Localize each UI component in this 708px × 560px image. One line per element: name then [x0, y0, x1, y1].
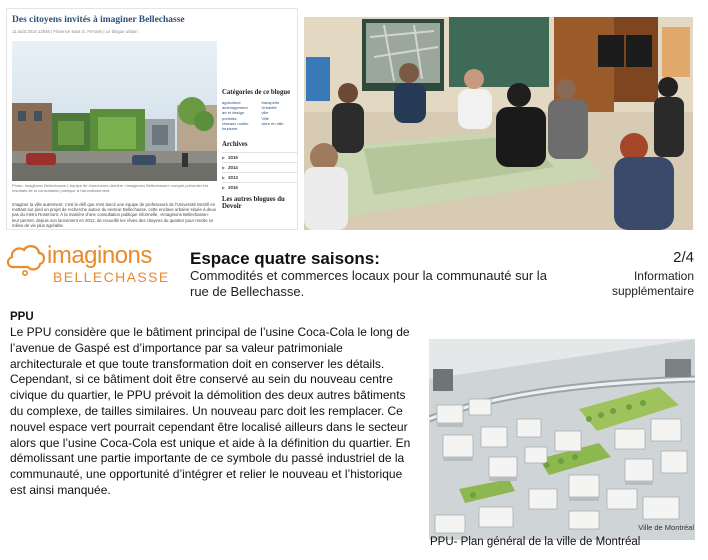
archive-year-item[interactable]	[222, 182, 297, 192]
logo-word-imaginons: imaginons	[47, 242, 152, 269]
category-link[interactable]: Ville	[261, 115, 269, 121]
meeting-photo	[304, 17, 693, 230]
archive-year-label: 2016	[228, 185, 238, 191]
blog-article-body: Imaginer la ville autrement: c'est le défi que s'est lancé une équipe de professeurs de l'Université McGill en mettant sur pied un projet de recherche autour du secteur Bellechasse, cette enclave urbaine située à deux pas du métro Rosemont. À la manière d'une consultation publique informelle, «Imaginons Bellechasse» leur permet, depuis son lancement en 2012, de recueillir les rêves des citoyens du quartier pour rendre ce milieu de vie plus agréable.	[12, 202, 216, 228]
street-scene-image	[12, 41, 217, 181]
blog-article-screenshot	[6, 8, 298, 230]
archive-year-label: 2013	[228, 175, 238, 181]
section-subtitle: Commodités et commerces locaux pour la communauté sur la rue de Bellechasse.	[190, 268, 547, 299]
blog-street-photo	[12, 41, 217, 181]
category-link[interactable]: aménagement	[222, 105, 248, 111]
city-plan-render	[429, 339, 695, 540]
archive-year-item[interactable]	[222, 172, 297, 182]
category-link[interactable]: tourisme	[222, 126, 238, 132]
archive-year-label: 2015	[228, 155, 238, 161]
community-meeting-image	[304, 17, 693, 230]
ppu-heading: PPU	[10, 311, 34, 323]
archive-year-item[interactable]	[222, 162, 297, 172]
triangle-right-icon: ▶	[222, 175, 226, 181]
triangle-right-icon: ▶	[222, 165, 226, 171]
archives-heading: Archives	[222, 141, 248, 149]
ppu-plan-image	[429, 339, 695, 540]
section-title: Espace quatre saisons:	[190, 249, 380, 268]
blog-article-meta: 11 août 2014 13h46 | Florence Sara G. Ferraris | Le blogue urbain	[12, 29, 138, 34]
imaginons-bellechasse-logo	[5, 241, 175, 289]
ppu-body-text: Le PPU considère que le bâtiment principal de l’usine Coca-Cola le long de l’avenue de Gaspé est d’importance par sa valeur patrimoniale architecturale et que toute transformation doit en conserver les détails. Cependant, si ce bâtiment doit être conservé au sein du nouveau centre civique du quartier, le PPU prévoit la démolition des deux autres bâtiments du complexe, de tailles similaires. Un nouveau parc doit les remplacer. Ce nouvel espace vert pourrait cependant être localisé ailleurs dans le secteur alors que l’usine Coca-Cola est unique et aide à la définition du quartier. En démolissant une partie importante de ce symbole du passé industriel de la communauté, une opportunité d’intégrer et relier le nouveau et l’historique est ainsi manquée.	[10, 325, 411, 497]
page-number: 2/4	[673, 249, 694, 266]
logo-word-bellechasse: BELLECHASSE	[53, 269, 170, 285]
categories-heading: Catégories de ce blogue	[222, 89, 291, 96]
plan-credit: Ville de Montréal	[638, 523, 694, 532]
info-label: Information supplémentaire	[611, 269, 694, 298]
cloud-logo-icon	[5, 241, 47, 277]
blog-photo-caption: Photo: Imaginons Bellechasse L'équipe de chercheurs derrière «Imaginons Bellechasse» compte présenter les résultats de la consultation publique à l'arrondissement.	[12, 183, 209, 193]
category-link[interactable]: Urbanité	[261, 105, 277, 111]
other-blogs-heading: Les autres blogues du Devoir	[222, 196, 285, 211]
blog-article-title: Des citoyens invités à imaginer Bellechasse	[12, 15, 185, 25]
triangle-right-icon: ▶	[222, 155, 226, 161]
archive-year-label: 2014	[228, 165, 238, 171]
categories-list	[222, 100, 297, 131]
category-link[interactable]: portraits	[222, 115, 237, 121]
plan-caption: PPU- Plan général de la ville de Montréal	[430, 536, 641, 548]
archive-year-item[interactable]	[222, 152, 297, 162]
category-link[interactable]: réseaux routier	[222, 120, 249, 126]
category-link[interactable]: agriculture	[222, 100, 241, 105]
blog-sidebar	[222, 89, 297, 210]
category-link[interactable]: vivre en ville	[261, 120, 284, 126]
archives-list	[222, 152, 297, 192]
category-link[interactable]: transports	[261, 100, 280, 105]
triangle-right-icon: ▶	[222, 185, 226, 191]
category-link[interactable]: ville	[261, 110, 269, 116]
category-link[interactable]: art et design	[222, 110, 245, 116]
